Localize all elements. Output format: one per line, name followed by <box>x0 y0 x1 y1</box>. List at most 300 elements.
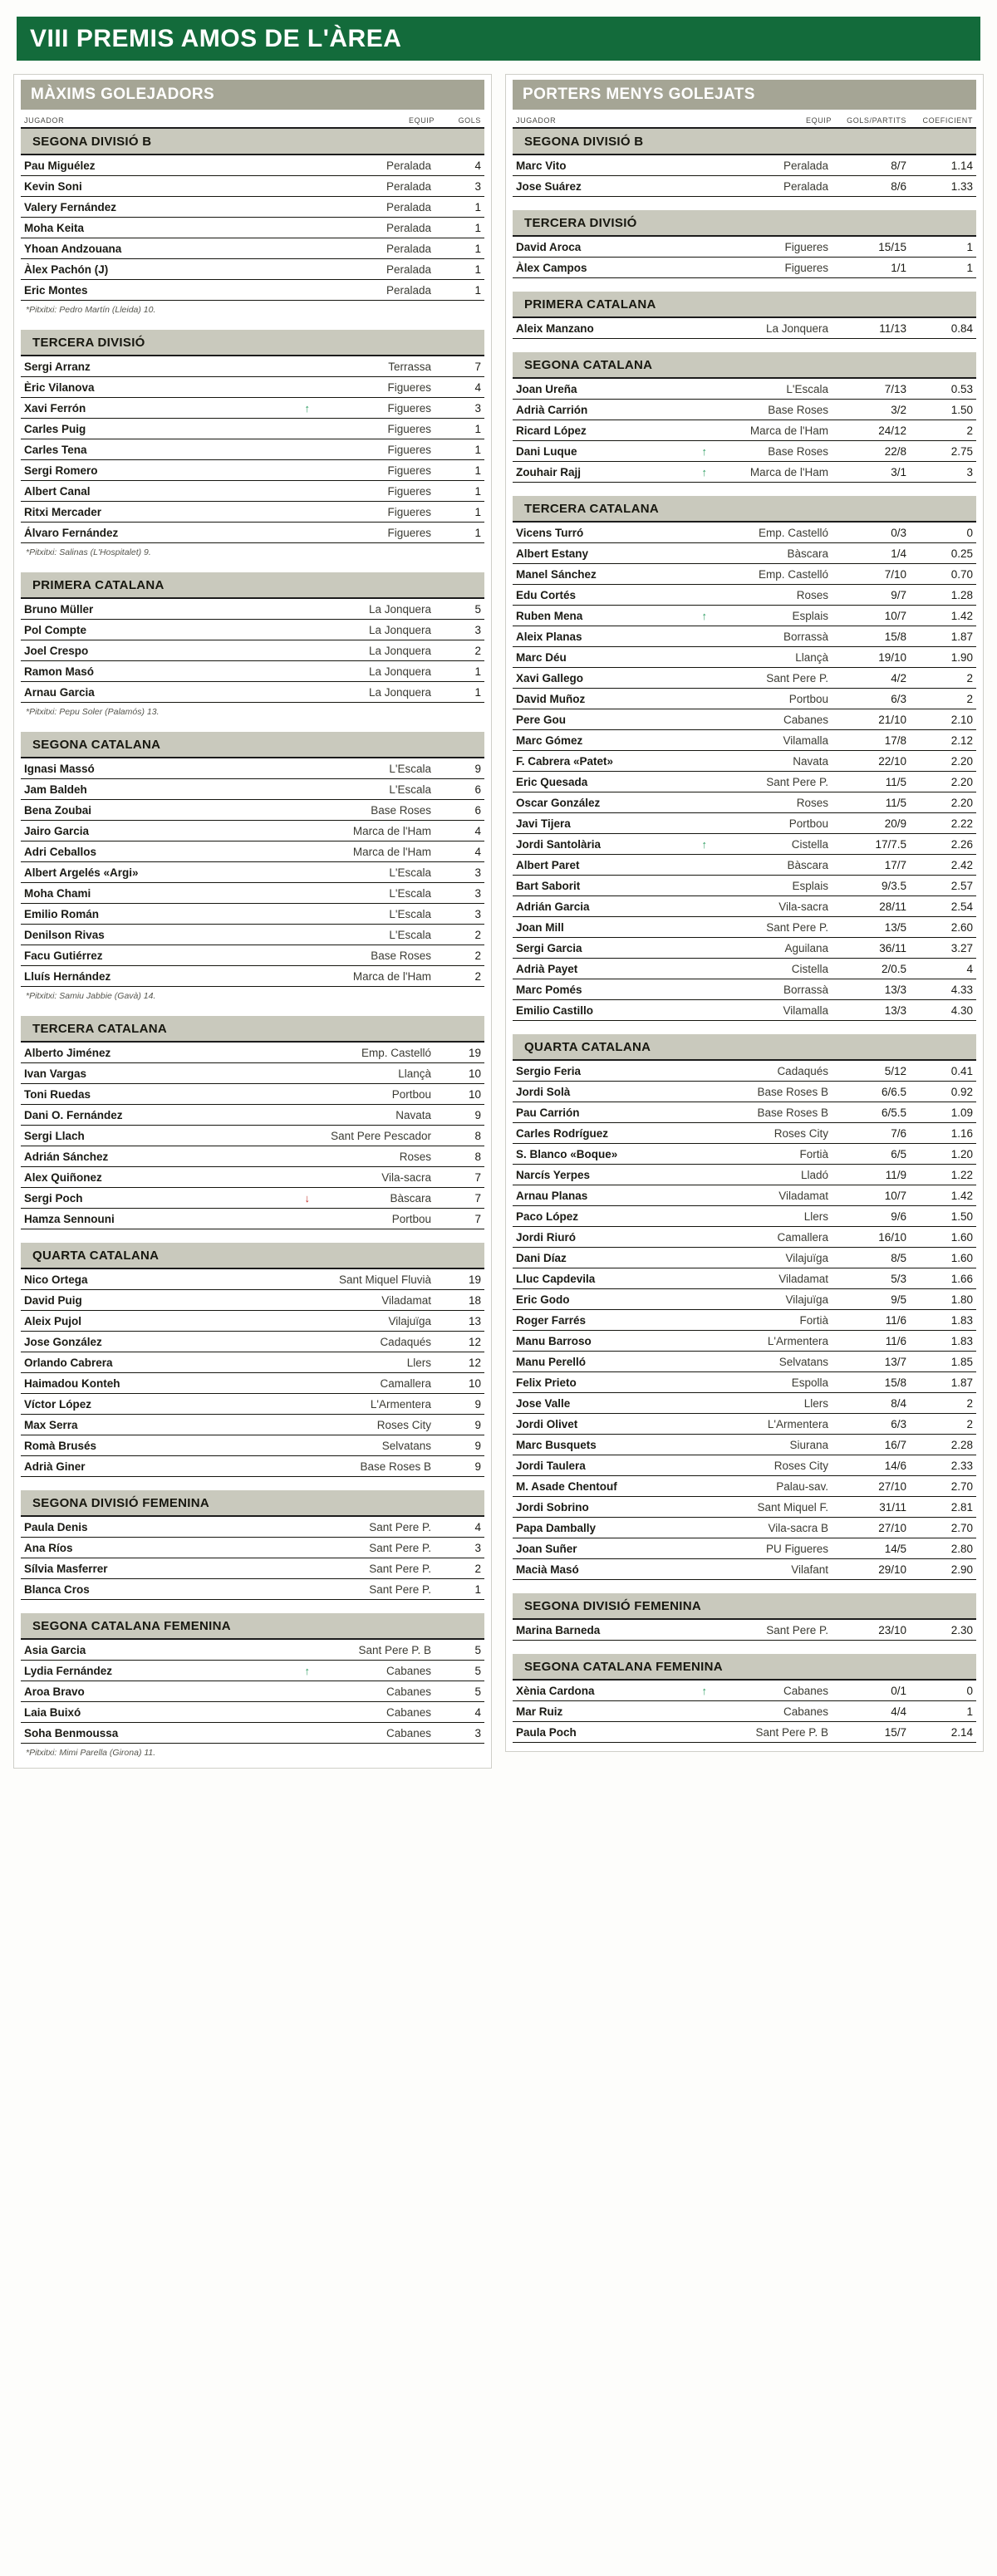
coefficient-value: 2.30 <box>950 1624 973 1636</box>
team-name: L'Escala <box>389 866 431 879</box>
player-name: Jairo Garcia <box>24 825 90 837</box>
goals-value: 2 <box>474 1563 481 1575</box>
coefficient-value: 2.54 <box>950 900 973 913</box>
table-row[interactable] <box>21 779 484 800</box>
table-row[interactable] <box>513 1476 976 1497</box>
table-row[interactable] <box>513 1681 976 1701</box>
table-row[interactable] <box>21 1435 484 1456</box>
table-row[interactable] <box>513 938 976 959</box>
table-row[interactable] <box>21 661 484 682</box>
team-name: Fortià <box>799 1148 828 1160</box>
table-row[interactable] <box>21 1311 484 1332</box>
goals-matches-value: 1/4 <box>891 547 906 560</box>
goals-matches-value: 2/0.5 <box>881 963 906 975</box>
player-name: Paula Denis <box>24 1521 88 1533</box>
table-row[interactable] <box>21 620 484 640</box>
team-name: Sant Pere P. <box>369 1542 431 1554</box>
table-row[interactable] <box>513 1289 976 1310</box>
player-name: Jose Valle <box>516 1397 571 1410</box>
table-row[interactable] <box>21 1084 484 1105</box>
table-row[interactable] <box>513 400 976 420</box>
player-name: Albert Estany <box>516 547 589 560</box>
division-header: PRIMERA CATALANA <box>513 292 976 318</box>
player-name: Manu Perelló <box>516 1356 587 1368</box>
goals-matches-value: 6/3 <box>891 693 906 705</box>
team-name: Marca de l'Ham <box>352 825 431 837</box>
team-name: Vila-sacra <box>778 900 828 913</box>
table-row[interactable] <box>513 1722 976 1743</box>
table-row[interactable] <box>21 1538 484 1558</box>
team-name: La Jonquera <box>368 645 431 657</box>
table-row[interactable] <box>513 1227 976 1248</box>
team-name: L'Escala <box>389 783 431 796</box>
section-footnote: *Pitxitxi: Mimi Parella (Girona) 11. <box>26 1748 156 1758</box>
coefficient-value: 2.20 <box>950 797 973 809</box>
goals-value: 2 <box>474 929 481 941</box>
team-name: Vilamalla <box>783 1004 828 1017</box>
table-row[interactable] <box>21 1290 484 1311</box>
player-name: Laia Buixó <box>24 1706 81 1719</box>
player-name: Eric Quesada <box>516 776 588 788</box>
table-row[interactable] <box>21 640 484 661</box>
player-name: Eric Godo <box>516 1293 570 1306</box>
coefficient-value: 2.14 <box>950 1726 973 1739</box>
coefficient-value: 2.20 <box>950 776 973 788</box>
division-header: TERCERA CATALANA <box>513 496 976 523</box>
player-name: S. Blanco «Boque» <box>516 1148 618 1160</box>
table-row[interactable] <box>21 155 484 176</box>
team-name: Llers <box>406 1357 431 1369</box>
team-name: Peralada <box>783 159 828 172</box>
team-name: Borrassà <box>783 984 828 996</box>
player-name: Javi Tijera <box>516 817 571 830</box>
table-row[interactable] <box>21 1105 484 1126</box>
goals-matches-value: 11/5 <box>885 797 906 809</box>
table-row[interactable] <box>513 792 976 813</box>
division-header: SEGONA DIVISIÓ FEMENINA <box>21 1490 484 1517</box>
division-header: SEGONA DIVISIÓ B <box>513 129 976 155</box>
team-name: Viladamat <box>381 1294 431 1307</box>
division-header: SEGONA DIVISIÓ B <box>21 129 484 155</box>
goals-value: 10 <box>468 1377 481 1390</box>
table-row[interactable] <box>513 318 976 339</box>
team-name: Base Roses B <box>757 1086 828 1098</box>
table-row[interactable] <box>513 1538 976 1559</box>
coefficient-value: 1.85 <box>950 1356 973 1368</box>
coefficient-value: 1 <box>966 241 973 253</box>
goals-matches-value: 10/7 <box>884 610 906 622</box>
table-row[interactable] <box>513 896 976 917</box>
player-name: Àlex Pachón (J) <box>24 263 109 276</box>
goalkeepers-column <box>505 74 984 1752</box>
table-row[interactable] <box>513 1000 976 1021</box>
team-name: Peralada <box>386 222 431 234</box>
table-row[interactable] <box>513 543 976 564</box>
page-title: VIII PREMIS AMOS DE L'ÀREA <box>17 17 980 61</box>
coefficient-value: 1.22 <box>950 1169 973 1181</box>
division-header: PRIMERA CATALANA <box>21 572 484 599</box>
team-name: Figueres <box>387 464 431 477</box>
coefficient-value: 2.12 <box>950 734 973 747</box>
coefficient-value: 1.83 <box>950 1314 973 1327</box>
coefficient-value: 2.57 <box>950 880 973 892</box>
table-row[interactable] <box>21 925 484 945</box>
team-name: L'Escala <box>389 929 431 941</box>
table-row[interactable] <box>21 398 484 419</box>
goals-value: 1 <box>474 263 481 276</box>
player-name: Roger Farrés <box>516 1314 587 1327</box>
table-row[interactable] <box>21 1415 484 1435</box>
goals-matches-value: 4/4 <box>891 1705 906 1718</box>
table-row[interactable] <box>513 1248 976 1268</box>
table-row[interactable] <box>513 1414 976 1435</box>
team-name: Figueres <box>784 241 828 253</box>
player-name: Emilio Castillo <box>516 1004 594 1017</box>
table-row[interactable] <box>21 1269 484 1290</box>
player-name: David Aroca <box>516 241 582 253</box>
goals-matches-value: 11/5 <box>885 776 906 788</box>
coefficient-value: 2 <box>966 693 973 705</box>
division-header: SEGONA CATALANA FEMENINA <box>21 1613 484 1640</box>
player-name: Eric Montes <box>24 284 88 297</box>
player-name: Adrián Sánchez <box>24 1151 109 1163</box>
goals-matches-value: 11/13 <box>879 322 906 335</box>
coefficient-value: 1.14 <box>950 159 973 172</box>
table-row[interactable] <box>513 1268 976 1289</box>
table-row[interactable] <box>513 1620 976 1641</box>
table-row[interactable] <box>513 668 976 689</box>
table-row[interactable] <box>513 1435 976 1455</box>
player-name: Adri Ceballos <box>24 846 97 858</box>
table-row[interactable] <box>513 1185 976 1206</box>
coefficient-value: 2.10 <box>950 714 973 726</box>
table-row[interactable] <box>21 1702 484 1723</box>
goals-value: 9 <box>474 1460 481 1473</box>
team-name: Sant Pere P. <box>766 921 828 934</box>
table-row[interactable] <box>21 1681 484 1702</box>
player-name: Álvaro Fernández <box>24 527 119 539</box>
team-name: Peralada <box>386 159 431 172</box>
table-row[interactable] <box>513 917 976 938</box>
goals-matches-value: 29/10 <box>878 1563 906 1576</box>
table-row[interactable] <box>513 1102 976 1123</box>
coefficient-value: 3.27 <box>950 942 973 954</box>
team-name: Peralada <box>386 263 431 276</box>
table-row[interactable] <box>21 904 484 925</box>
goals-matches-value: 36/11 <box>879 942 906 954</box>
goals-matches-value: 27/10 <box>878 1522 906 1534</box>
table-row[interactable] <box>513 647 976 668</box>
player-name: Sergi Romero <box>24 464 98 477</box>
table-row[interactable] <box>513 1144 976 1165</box>
table-row[interactable] <box>21 966 484 987</box>
table-row[interactable] <box>21 1558 484 1579</box>
player-name: Joan Ureña <box>516 383 577 395</box>
goals-matches-value: 22/10 <box>878 755 906 768</box>
goals-value: 3 <box>474 1542 481 1554</box>
team-name: Marca de l'Ham <box>352 846 431 858</box>
table-row[interactable] <box>513 626 976 647</box>
coefficient-value: 1.87 <box>950 1376 973 1389</box>
table-row[interactable] <box>513 1497 976 1518</box>
coefficient-value: 1.16 <box>950 1127 973 1140</box>
goals-matches-value: 7/10 <box>884 568 906 581</box>
table-row[interactable] <box>21 176 484 197</box>
table-row[interactable] <box>21 1640 484 1661</box>
player-name: Ana Ríos <box>24 1542 73 1554</box>
table-row[interactable] <box>513 979 976 1000</box>
player-name: Haimadou Konteh <box>24 1377 120 1390</box>
team-name: Esplais <box>792 880 828 892</box>
goals-value: 1 <box>474 423 481 435</box>
table-row[interactable] <box>21 259 484 280</box>
coefficient-value: 2.26 <box>950 838 973 851</box>
table-row[interactable] <box>513 959 976 979</box>
goals-matches-value: 6/5 <box>891 1148 906 1160</box>
goals-matches-value: 8/4 <box>891 1397 906 1410</box>
trend-up-icon: ↑ <box>701 838 707 851</box>
table-row[interactable] <box>21 1332 484 1352</box>
goals-matches-value: 11/6 <box>885 1335 906 1347</box>
team-name: L'Escala <box>389 763 431 775</box>
player-name: Marc Vito <box>516 159 567 172</box>
table-row[interactable] <box>513 155 976 176</box>
table-row[interactable] <box>513 237 976 258</box>
table-row[interactable] <box>21 945 484 966</box>
goals-matches-value: 4/2 <box>891 672 906 684</box>
goals-matches-value: 17/7.5 <box>875 838 906 851</box>
table-row[interactable] <box>21 439 484 460</box>
table-row[interactable] <box>513 176 976 197</box>
player-name: F. Cabrera «Patet» <box>516 755 614 768</box>
table-row[interactable] <box>21 502 484 523</box>
team-name: L'Escala <box>389 887 431 900</box>
player-name: Albert Canal <box>24 485 91 498</box>
goals-matches-value: 16/10 <box>878 1231 906 1244</box>
coefficient-value: 1.33 <box>950 180 973 193</box>
header-goals-matches: GOLS/PARTITS <box>847 116 906 125</box>
goals-matches-value: 0/3 <box>891 527 906 539</box>
table-row[interactable] <box>513 420 976 441</box>
table-row[interactable] <box>513 855 976 876</box>
table-row[interactable] <box>21 1043 484 1063</box>
goals-value: 4 <box>474 1521 481 1533</box>
table-row[interactable] <box>513 564 976 585</box>
player-name: Jordi Taulera <box>516 1460 586 1472</box>
player-name: Sergio Feria <box>516 1065 582 1077</box>
table-row[interactable] <box>21 841 484 862</box>
table-row[interactable] <box>21 419 484 439</box>
table-row[interactable] <box>21 1126 484 1146</box>
team-name: Sant Pere P. <box>766 1624 828 1636</box>
table-row[interactable] <box>21 682 484 703</box>
table-row[interactable] <box>21 1063 484 1084</box>
table-row[interactable] <box>513 772 976 792</box>
table-row[interactable] <box>513 876 976 896</box>
goals-value: 9 <box>474 1398 481 1411</box>
table-row[interactable] <box>513 1455 976 1476</box>
table-row[interactable] <box>21 1456 484 1477</box>
player-name: Aroa Bravo <box>24 1685 85 1698</box>
player-name: Joan Suñer <box>516 1543 577 1555</box>
team-name: Vila-sacra B <box>768 1522 828 1534</box>
division-header: SEGONA CATALANA <box>21 732 484 758</box>
table-row[interactable] <box>21 800 484 821</box>
table-row[interactable] <box>513 523 976 543</box>
team-name: Portbou <box>391 1213 431 1225</box>
goals-value: 9 <box>474 1440 481 1452</box>
player-name: Xavi Gallego <box>516 672 584 684</box>
table-row[interactable] <box>513 1701 976 1722</box>
table-row[interactable] <box>21 1167 484 1188</box>
coefficient-value: 0.41 <box>950 1065 973 1077</box>
table-row[interactable] <box>513 1061 976 1082</box>
table-row[interactable] <box>513 441 976 462</box>
team-name: Figueres <box>387 402 431 415</box>
division-header: TERCERA DIVISIÓ <box>513 210 976 237</box>
table-row[interactable] <box>513 1372 976 1393</box>
table-row[interactable] <box>21 758 484 779</box>
goalkeepers-sections <box>513 129 976 1743</box>
team-name: Sant Pere Pescador <box>331 1130 431 1142</box>
table-row[interactable] <box>21 1352 484 1373</box>
table-row[interactable] <box>513 689 976 709</box>
table-row[interactable] <box>513 258 976 278</box>
team-name: Figueres <box>387 381 431 394</box>
player-name: Moha Keita <box>24 222 85 234</box>
table-row[interactable] <box>21 377 484 398</box>
team-name: Peralada <box>783 180 828 193</box>
team-name: La Jonquera <box>368 603 431 616</box>
table-row[interactable] <box>513 1082 976 1102</box>
goals-matches-value: 11/9 <box>885 1169 906 1181</box>
player-name: Romà Brusés <box>24 1440 97 1452</box>
table-row[interactable] <box>513 1518 976 1538</box>
player-name: Àlex Campos <box>516 262 587 274</box>
table-row[interactable] <box>513 1393 976 1414</box>
table-row[interactable] <box>21 1579 484 1600</box>
table-row[interactable] <box>21 1373 484 1394</box>
player-name: Ritxi Mercader <box>24 506 102 518</box>
goals-value: 13 <box>468 1315 481 1327</box>
player-name: Sergi Llach <box>24 1130 85 1142</box>
table-row[interactable] <box>513 1352 976 1372</box>
table-row[interactable] <box>513 1165 976 1185</box>
player-name: Aleix Pujol <box>24 1315 82 1327</box>
header-player: JUGADOR <box>516 116 557 125</box>
player-name: Manu Barroso <box>516 1335 592 1347</box>
goals-value: 12 <box>468 1336 481 1348</box>
table-row[interactable] <box>21 1517 484 1538</box>
player-name: Paco López <box>516 1210 579 1223</box>
table-row[interactable] <box>513 813 976 834</box>
table-row[interactable] <box>21 862 484 883</box>
team-name: Cabanes <box>386 1665 431 1677</box>
table-row[interactable] <box>21 356 484 377</box>
table-row[interactable] <box>513 1310 976 1331</box>
player-name: Marc Déu <box>516 651 567 664</box>
team-name: Cabanes <box>386 1685 431 1698</box>
table-row[interactable] <box>21 238 484 259</box>
table-row[interactable] <box>21 1394 484 1415</box>
table-row[interactable] <box>513 379 976 400</box>
table-row[interactable] <box>513 585 976 606</box>
table-row[interactable] <box>21 280 484 301</box>
coefficient-value: 1.83 <box>950 1335 973 1347</box>
table-row[interactable] <box>21 821 484 841</box>
table-row[interactable] <box>513 462 976 483</box>
table-row[interactable] <box>21 1209 484 1229</box>
team-name: La Jonquera <box>368 665 431 678</box>
team-name: Bàscara <box>787 859 828 871</box>
team-name: Siurana <box>789 1439 828 1451</box>
goals-value: 1 <box>474 201 481 213</box>
coefficient-value: 0.70 <box>950 568 973 581</box>
table-row[interactable] <box>513 606 976 626</box>
player-name: Carles Rodríguez <box>516 1127 609 1140</box>
table-row[interactable] <box>21 1661 484 1681</box>
coefficient-value: 2.22 <box>950 817 973 830</box>
player-name: Adrià Giner <box>24 1460 86 1473</box>
team-name: Camallera <box>777 1231 828 1244</box>
team-name: Portbou <box>391 1088 431 1101</box>
division-header: SEGONA CATALANA <box>513 352 976 379</box>
team-name: Peralada <box>386 243 431 255</box>
table-row[interactable] <box>21 883 484 904</box>
player-name: Valery Fernández <box>24 201 117 213</box>
goals-value: 19 <box>468 1047 481 1059</box>
table-row[interactable] <box>21 1188 484 1209</box>
table-row[interactable] <box>21 218 484 238</box>
two-column-layout <box>13 74 984 1769</box>
player-name: Marina Barneda <box>516 1624 601 1636</box>
table-row[interactable] <box>21 481 484 502</box>
goalkeepers-panel-title: PORTERS MENYS GOLEJATS <box>513 80 976 110</box>
goals-value: 2 <box>474 970 481 983</box>
division-header: TERCERA DIVISIÓ <box>21 330 484 356</box>
table-row[interactable] <box>513 730 976 751</box>
team-name: Base Roses <box>371 949 431 962</box>
goals-value: 3 <box>474 1727 481 1739</box>
table-row[interactable] <box>21 599 484 620</box>
team-name: Marca de l'Ham <box>352 970 431 983</box>
table-row[interactable] <box>513 1123 976 1144</box>
table-row[interactable] <box>513 834 976 855</box>
table-row[interactable] <box>21 523 484 543</box>
team-name: Sant Miquel F. <box>757 1501 828 1514</box>
table-row[interactable] <box>21 1723 484 1744</box>
player-name: Carles Tena <box>24 444 87 456</box>
goals-matches-value: 17/7 <box>884 859 906 871</box>
table-row[interactable] <box>21 460 484 481</box>
table-row[interactable] <box>513 709 976 730</box>
goals-value: 8 <box>474 1130 481 1142</box>
table-row[interactable] <box>513 751 976 772</box>
table-row[interactable] <box>513 1559 976 1580</box>
player-name: M. Asade Chentouf <box>516 1480 617 1493</box>
table-row[interactable] <box>513 1206 976 1227</box>
player-name: Ramon Masó <box>24 665 95 678</box>
division-header: SEGONA DIVISIÓ FEMENINA <box>513 1593 976 1620</box>
goals-value: 3 <box>474 887 481 900</box>
table-row[interactable] <box>513 1331 976 1352</box>
player-name: Lydia Fernández <box>24 1665 113 1677</box>
team-name: L'Armentera <box>767 1418 828 1430</box>
goals-matches-value: 5/12 <box>884 1065 906 1077</box>
player-name: Edu Cortés <box>516 589 577 601</box>
table-row[interactable] <box>21 197 484 218</box>
table-row[interactable] <box>21 1146 484 1167</box>
